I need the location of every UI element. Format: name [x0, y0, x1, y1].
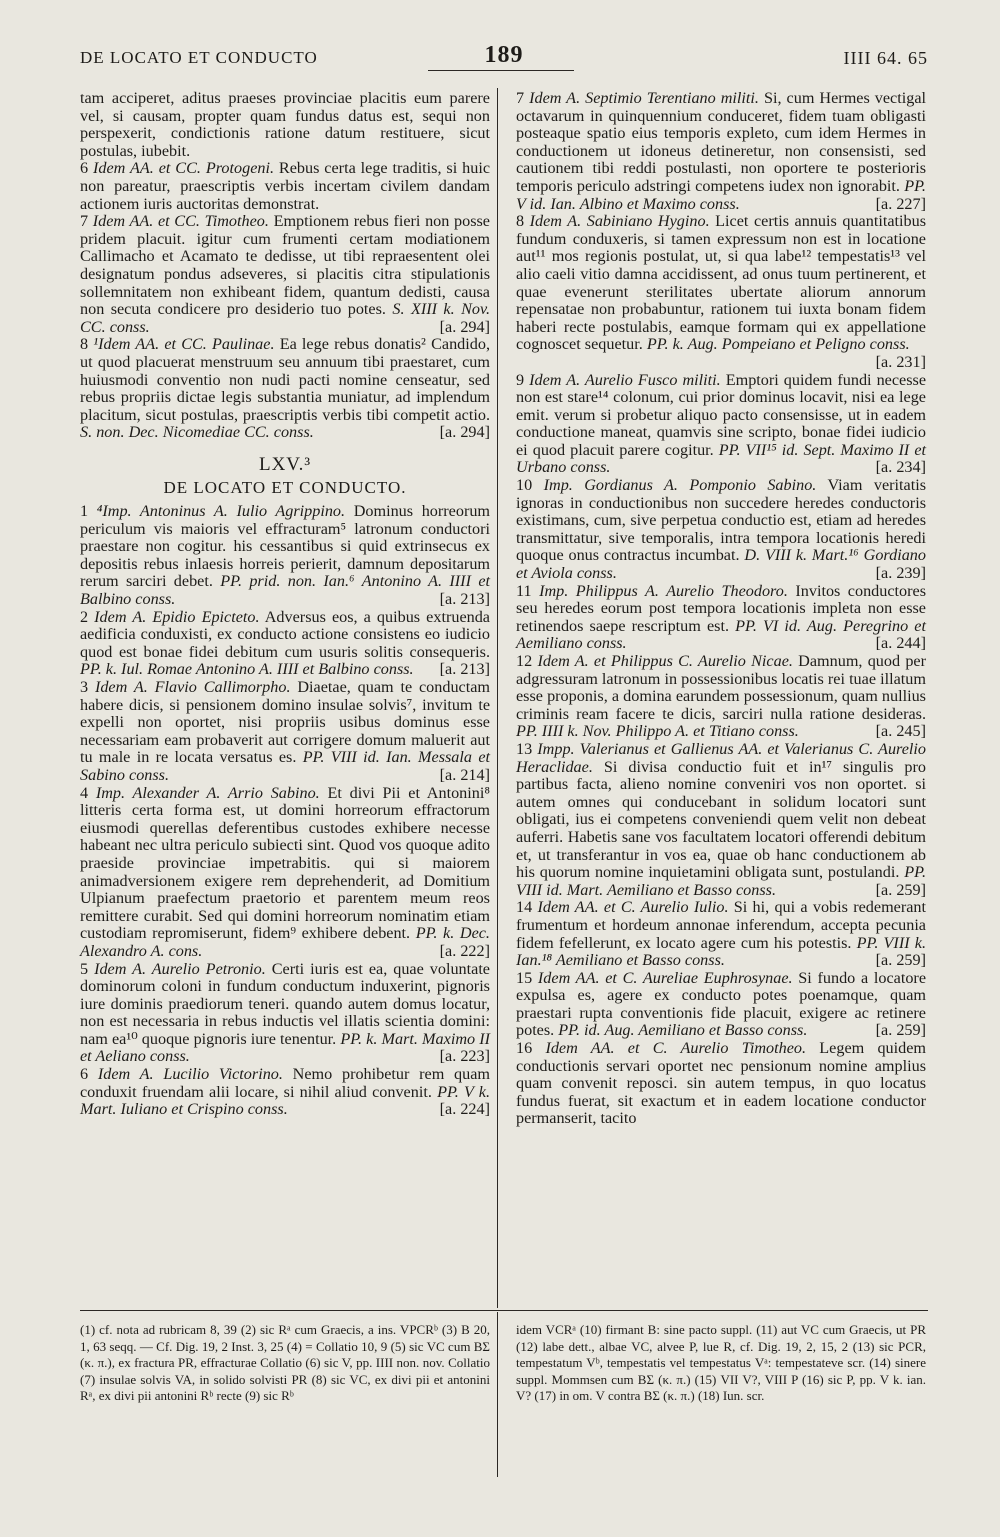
entry-subscription: PP. V id. Ian. Albino et Maximo conss.: [516, 176, 926, 213]
entry-year: [a. 213]: [439, 660, 490, 679]
entry-text: Certi iuris est ea, quae voluntate dominorum coloni in fundum conductum induxerint, pignoris iure dominis praediorum teneri. quando autem domus locatur, non est necessaria in rebus inductis vel illatis scientia domini: nam ea¹⁰ quoque pignoris iure tenentur.: [80, 959, 490, 1048]
left-column: [80, 90, 490, 1119]
entry-inscription: Idem A. Septimio Terentiano militi.: [529, 89, 759, 107]
entry-number: 2: [80, 607, 95, 626]
entry-text: Et divi Pii et Antonini⁸ litteris certa forma est, ut domini horreorum effractorum eiusmodi querellas deferentibus custodes exhibere necesse habeant nec ultra periculo subiecti sint. Quod vos quoque adito praeside provinciae impetrabitis. qui si maiorem animadversionem exigere rem deprehenderit, ad Domitium Ulpianum praefectum praetorio et parentem meum reos remittere curabit. Sed qui domini horreorum nominatim etiam custodiam repromiserunt, fidem⁹ exhibere debent.: [80, 783, 490, 943]
constitution-entry: [80, 961, 490, 1067]
entry-text: Legem quidem conductionis servari oportet nec pensionum nomine amplius quam convenit reposci. sin autem tempus, in quo locatus fundus fuerat, sit exactum et in eadem locatione conductor permanserit, tacito: [516, 1039, 927, 1128]
entry-number: 9: [516, 370, 530, 389]
entry-number: 11: [516, 581, 540, 600]
constitution-entry: [516, 970, 926, 1040]
entry-year: [a. 223]: [439, 1047, 490, 1066]
entry-year: [a. 213]: [439, 590, 490, 609]
entry-inscription: Imp. Gordianus A. Pomponio Sabino.: [543, 476, 817, 495]
entry-year: [a. 259]: [875, 880, 926, 899]
constitution-entry: [80, 609, 490, 679]
constitution-entry: [516, 213, 926, 371]
entry-number: 6: [80, 1065, 98, 1084]
page-number: 189: [484, 42, 524, 68]
constitution-entry: [516, 741, 926, 899]
entry-year: [a. 245]: [875, 722, 926, 741]
entry-number: 12: [516, 652, 538, 670]
entry-year: [a. 234]: [875, 458, 926, 477]
entry-number: 1: [80, 502, 97, 521]
entry-text: Licet certis annuis quantitatibus fundum conduxeris, si tamen expressum non est in locatione aut¹¹ mos regionis postulat, ut, si qua labe¹² tempestatis¹³ vel alio caeli vitio damna accidissent, ad onus tuum pertinerent, et quae evenerunt sterilitates ubertate aliorum annorum repensatae non probabuntur, rationem tui iuxta bonam fidem haberi recte postulabis, eamque formam qui ex appellatione cognoscet sequetur.: [516, 212, 926, 354]
right-entries: [516, 90, 926, 1128]
left-entries: [80, 160, 490, 442]
entry-text: Ea lege rebus donatis² Candido, ut quod placuerat menstruum seu annuum tibi praestaret, cum huiusmodi conventio non nudi pacti nomine censeatur, sed rebus propriis dictae legis substantia muniatur, ad implendum placitum, sicut postulas, praescriptis verbis tibi competit actio.: [80, 335, 490, 424]
entry-inscription: Idem AA. et C. Aurelio Timotheo.: [545, 1039, 807, 1058]
constitution-entry: [80, 679, 490, 785]
constitution-entry: [80, 1066, 490, 1119]
entry-inscription: Imp. Alexander A. Arrio Sabino.: [95, 783, 320, 802]
entry-text: Si divisa conductio fuit et in¹⁷ singulis pro partibus facta, alieno nomine conveniri vos non oportet. si autem omnes qui conducebant in solidum locatori sunt obligati, ius ei competens conveniendi quem velit non debeat auferri. Habetis sane vos facultatem locatori offerendi debitum et, ut transferantur in vos ea, quae ob hanc conductionem ab his quorum nomine inquietamini obligata sunt, postulandi.: [516, 757, 926, 882]
constitution-entry: [80, 213, 490, 336]
entry-year: [a. 231]: [875, 352, 926, 371]
entry-subscription: PP. k. Iul. Romae Antonino A. IIII et Balbino conss.: [80, 660, 414, 679]
entry-subscription: PP. VIII id. Mart. Aemiliano et Basso conss.: [516, 863, 926, 899]
entry-inscription: Idem A. Aurelio Petronio.: [94, 959, 266, 978]
entry-subscription: PP. V k. Mart. Iuliano et Crispino conss.: [80, 1082, 490, 1119]
constitution-entry: [516, 583, 926, 653]
entry-text: Nemo prohibetur rem quam conduxit fruendam alii locare, si nihil aliud convenit.: [80, 1065, 491, 1101]
entry-subscription: PP. VIII k. Ian.¹⁸ Aemiliano et Basso conss.: [516, 933, 926, 970]
entry-subscription: PP. k. Aug. Pompeiano et Peligno conss.: [642, 335, 910, 354]
entry-year: [a. 239]: [875, 564, 926, 583]
entry-number: 7: [516, 89, 530, 107]
header-section-ref: IIII 64. 65: [843, 48, 928, 68]
entry-number: 6: [80, 159, 93, 178]
entry-subscription: PP. k. Mart. Maximo II et Aeliano conss.: [80, 1029, 490, 1066]
entry-text: Emptori quidem fundi necesse non est stare¹⁴ colonum, cui prior dominus locavit, nisi ea lege emit. verum si probetur aliquo pacto consensisse, ut in eadem conductione maneat, quamvis sine scripto, bonae fidei iudicio ei quod placuit parere cogitur.: [516, 370, 926, 459]
footnote-divider: [497, 1312, 498, 1477]
section-title: DE LOCATO ET CONDUCTO.: [163, 478, 407, 498]
constitution-entry: [516, 477, 926, 583]
entry-year: [a. 259]: [875, 951, 926, 970]
section-heading: [80, 453, 490, 498]
entry-text: Dominus horreorum periculum vis maioris vel effracturam⁵ latronum conductori praestare non cogitur. his cessantibus si quid extrinsecus ex depositis rebus inlaesis horreis perierit, damnum depositarum rerum sarciri debet.: [80, 502, 491, 591]
footnotes-right: idem VCRᵃ (10) firmant B: sine pacto suppl. (11) aut VC cum Graecis, ut PR (12) labe dett., albae VC, alvee P, lue R, cf. Dig. 19, 2, 15, 2 (13) sic PCR, tempestatum Vᵇ, tempestatis vel tempestatus Vᵃ: tempestateve scr. (14) sinere suppl. Mommsen cum BΣ (κ. π.) (15) VII V?, VIII P (16) sic P, pp. V k. ian. V? (17) in om. V contra BΣ (κ. π.) (18) Iun. scr.: [516, 1322, 926, 1403]
constitution-entry: [80, 785, 490, 961]
entry-text: Si, cum Hermes vectigal octavarum in quinquennium conduceret, fidem tuam obligasti posteaque spatio eius temporis expleto, cum idem Hermes in conductionem ut idoneus detineretur, non consensisti, sed cautionem tibi reddi postulasti, non oportere te posterioris temporis periculo adstringi competens iudex non ignorabit.: [516, 89, 927, 195]
entry-subscription: PP. id. Aug. Aemiliano et Basso conss.: [554, 1021, 808, 1040]
constitution-entry: [516, 1040, 926, 1128]
entry-number: 4: [80, 783, 96, 802]
header-title: DE LOCATO ET CONDUCTO: [80, 48, 318, 67]
entry-subscription: S. XIII k. Nov. CC. conss.: [80, 300, 490, 336]
entry-inscription: Idem A. Lucilio Victorino.: [97, 1065, 283, 1084]
running-header: [80, 38, 928, 78]
section-number: LXV.³: [258, 453, 312, 475]
entry-year: [a. 259]: [875, 1021, 926, 1040]
column-divider: [497, 88, 498, 1308]
entry-inscription: ¹Idem AA. et CC. Paulinae.: [93, 335, 275, 354]
entry-subscription: S. non. Dec. Nicomediae CC. conss.: [80, 423, 314, 442]
entry-number: 14: [516, 898, 538, 917]
entry-inscription: ⁴Imp. Antoninus A. Iulio Agrippino.: [96, 502, 346, 521]
constitution-entry: [80, 503, 490, 609]
constitution-entry: [516, 899, 926, 969]
entry-subscription: PP. VII¹⁵ id. Sept. Maximo II et Urbano conss.: [516, 440, 926, 477]
entry-year: [a. 294]: [439, 423, 490, 442]
constitution-entry: [516, 653, 926, 741]
entry-text: Emptionem rebus fieri non posse pridem placuit. igitur cum frumenti certam modiationem Callimacho et Acamato te dedisse, ut tibi repraesentent olei designatum pondus adseveres, si placitis citra stipulationis sollemnitatem non exhibeant fidem, quantum dedisti, causa non secuta condicere pro desiderio tuo potes.: [80, 212, 490, 319]
right-column: [516, 90, 926, 1128]
entry-text: Damnum, quod per adgressuram latronum in possessionibus locatis rei tuae illatum esse proponis, a domina earundem possessionum, quam nullius criminis ream facere te dicis, sarciri nulla ratione desideras.: [516, 652, 926, 723]
entry-text: Si fundo a locatore expulsa es, agere ex conducto potes poenamque, quam praestari rupta conventionis fide placuit, exigere ac retinere potes.: [516, 968, 927, 1040]
entry-inscription: Idem A. Flavio Callimorpho.: [94, 678, 291, 696]
entry-inscription: Idem A. Sabiniano Hygino.: [529, 212, 710, 231]
constitution-entry: [516, 372, 926, 478]
entry-year: [a. 214]: [439, 765, 490, 784]
entry-number: 10: [516, 476, 544, 495]
entry-text: Rebus certa lege traditis, si huic non pareatur, praescriptis verbis incertam civilem dandam actionem iuris auctoritas demonstrat.: [80, 159, 491, 213]
footnote-rule: [80, 1310, 928, 1311]
entry-number: 7: [80, 212, 93, 231]
footnotes-left: (1) cf. nota ad rubricam 8, 39 (2) sic Rᵃ cum Graecis, a ins. VPCRᵇ (3) B 20, 1, 63 seqq. — Cf. Dig. 19, 2 Inst. 3, 25 (4) = Collatio 10, 9 (5) sic VC cum BΣ (κ. π.), ex fractura PR, effracturae Collatio (6) sic V, pp. IIII non. nov. Collatio (7) insulae solvis VA, in solido solvisti PR (8) sic VC, ex divi pii et antonini Rᵃ, ex divi pii antonini Rᵇ recte (9) sic Rᵇ: [80, 1322, 490, 1403]
entry-subscription: PP. VI id. Aug. Peregrino et Aemiliano conss.: [516, 616, 926, 653]
entry-inscription: Idem A. Aurelio Fusco militi.: [529, 370, 721, 389]
constitution-entry: [80, 160, 490, 213]
entry-number: 15: [516, 968, 538, 987]
entry-inscription: Idem AA. et C. Aurelio Iulio.: [537, 898, 729, 917]
entry-number: 13: [516, 739, 538, 758]
left-entries-section: [80, 503, 490, 1119]
constitution-entry: [80, 336, 490, 442]
entry-text: Invitos conductores seu heredes eorum post tempora locationis impleta non esse retinendos saepe rescriptum est.: [516, 581, 927, 635]
entry-year: [a. 294]: [439, 317, 490, 336]
entry-subscription: PP. prid. non. Ian.⁶ Antonino A. IIII et Balbino conss.: [80, 572, 490, 609]
entry-inscription: Impp. Valerianus et Gallienus AA. et Valerianus C. Aurelio Heraclidae.: [516, 739, 927, 776]
entry-inscription: Idem AA. et C. Aureliae Euphrosynae.: [537, 968, 793, 987]
entry-text: Adversus eos, a quibus extruenda aedificia conduxisti, ex conducto actione consistens eo iudicio quod est bonae fidei debitum cum usuris solitis consequeris.: [80, 607, 490, 661]
entry-year: [a. 227]: [875, 194, 926, 213]
entry-subscription: PP. VIII id. Ian. Messala et Sabino conss.: [80, 748, 490, 784]
entry-text: Si hi, qui a vobis redemerant frumentum et hordeum annonae inferendum, accepta pecunia fidem fefellerunt, ex locato agere cum his potestis.: [516, 898, 927, 952]
entry-year: [a. 244]: [875, 634, 926, 653]
continuation-text: tam acciperet, aditus praeses provinciae placitis eum parere vel, si causam, propter quam fundus datus est, sequi non perspexerit, condictionis ratione datum restituere, sicut postulas, iubebit.: [80, 89, 490, 160]
entry-text: Viam veritatis ignoras in conductionibus non succedere heredes conductoris existimans, cum, sive perpetua conductio est, etiam ad heredes transmittatur, sive temporalis, intra tempora locationis heredi quoque onus contractus incumbat.: [516, 476, 927, 565]
entry-year: [a. 224]: [439, 1100, 490, 1119]
entry-inscription: Idem AA. et CC. Protogeni.: [93, 159, 275, 178]
entry-number: 5: [80, 959, 95, 978]
entry-subscription: PP. k. Dec. Alexandro A. cons.: [80, 924, 490, 960]
entry-number: 3: [80, 678, 95, 696]
entry-subscription: PP. IIII k. Nov. Philippo A. et Titiano conss.: [516, 722, 799, 741]
entry-number: 16: [516, 1039, 546, 1058]
entry-text: Diaetae, quam te conductam habere dicis, si pensionem domino insulae solvis⁷, invitum te expelli non oportet, nisi propriis usibus dominus esse necessariam eam probaverit aut corrigere domum maluerit aut tu male in re locata versatus es.: [80, 678, 491, 767]
entry-inscription: Imp. Philippus A. Aurelio Theodoro.: [539, 581, 788, 600]
entry-inscription: Idem AA. et CC. Timotheo.: [92, 212, 269, 231]
entry-number: 8: [80, 335, 94, 354]
entry-inscription: Idem A. Epidio Epicteto.: [94, 607, 260, 626]
entry-subscription: D. VIII k. Mart.¹⁶ Gordiano et Aviola conss.: [516, 546, 926, 583]
entry-year: [a. 222]: [439, 941, 490, 960]
entry-number: 8: [516, 212, 530, 231]
header-rule: [428, 70, 574, 71]
constitution-entry: [516, 90, 926, 213]
entry-inscription: Idem A. et Philippus C. Aurelio Nicae.: [537, 652, 793, 670]
